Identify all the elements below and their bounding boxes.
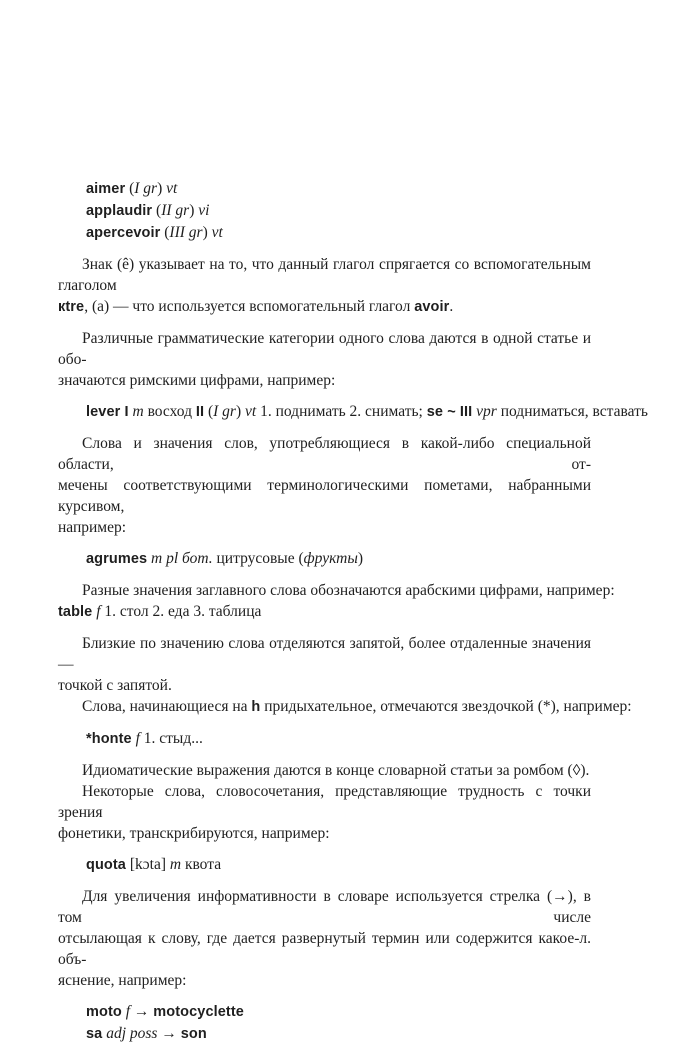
body-text: Разные значения заглавного слова обозначаются арабскими цифрами, например: bbox=[82, 582, 615, 599]
body-text: квота bbox=[181, 856, 222, 873]
grammar-label-italic: vt bbox=[166, 180, 178, 197]
grammar-label-italic: adj poss bbox=[106, 1025, 158, 1042]
headword-bold-text: moto bbox=[86, 1004, 122, 1020]
grammar-label-italic: I gr bbox=[134, 180, 158, 197]
text-line bbox=[58, 781, 591, 823]
dictionary-example-block bbox=[58, 728, 591, 750]
text-line bbox=[58, 675, 591, 696]
body-text: Знак (ê) указывает на то, что данный глагол спрягается со вспомогательным глаголом bbox=[58, 256, 591, 294]
text-line bbox=[58, 1001, 591, 1023]
headword-bold-text: se ~ III bbox=[426, 404, 473, 420]
headword-bold-text: table bbox=[58, 604, 93, 620]
text-line bbox=[58, 580, 615, 601]
body-text: ( bbox=[204, 403, 214, 420]
dictionary-example-block bbox=[58, 854, 591, 876]
text-line bbox=[58, 370, 591, 391]
grammar-label-italic: m bbox=[169, 856, 182, 873]
paragraph-block bbox=[58, 433, 591, 538]
grammar-label-italic: III gr bbox=[169, 224, 203, 241]
headword-bold-text: son bbox=[180, 1026, 207, 1042]
headword-bold-text: h bbox=[251, 699, 261, 715]
text-line bbox=[58, 823, 591, 844]
text-line bbox=[58, 178, 591, 200]
text-line bbox=[58, 222, 591, 244]
body-text: яснение, например: bbox=[58, 972, 187, 989]
headword-bold-text: motocyclette bbox=[153, 1004, 244, 1020]
body-text: значаются римскими цифрами, например: bbox=[58, 372, 336, 389]
body-text: 1. стол 2. еда 3. таблица bbox=[100, 603, 262, 620]
grammar-label-italic: фрукты bbox=[303, 550, 358, 567]
body-text: точкой с запятой. bbox=[58, 677, 172, 694]
paragraph-block bbox=[58, 633, 632, 718]
text-line bbox=[58, 854, 591, 876]
dictionary-example-block bbox=[58, 548, 591, 570]
grammar-label-italic: vpr bbox=[476, 403, 497, 420]
body-text: Близкие по значению слова отделяются запятой, более отдаленные значения — bbox=[58, 635, 591, 673]
body-text: Идиоматические выражения даются в конце словарной статьи за ромбом (◊). bbox=[82, 762, 590, 779]
text-line bbox=[58, 475, 591, 517]
text-line bbox=[58, 401, 648, 423]
body-text: фонетики, транскрибируются, например: bbox=[58, 825, 330, 842]
body-text: ) bbox=[357, 550, 363, 567]
grammar-label-italic: f bbox=[135, 730, 140, 747]
grammar-label-italic: I gr bbox=[213, 403, 236, 420]
text-line bbox=[58, 1023, 591, 1045]
body-text: ) bbox=[189, 202, 199, 219]
body-text: . bbox=[449, 298, 454, 315]
body-text: 1. стыд... bbox=[139, 730, 203, 747]
grammar-label-italic: vt bbox=[245, 403, 257, 420]
body-text: подниматься, вставать bbox=[496, 403, 648, 420]
headword-bold-text: кtre bbox=[58, 299, 85, 315]
headword-bold-text: avoir bbox=[414, 299, 450, 315]
headword-bold-text: II bbox=[195, 404, 205, 420]
text-line bbox=[58, 254, 591, 296]
body-text: [kɔta] bbox=[125, 856, 170, 873]
body-text: → bbox=[130, 1003, 154, 1020]
text-line bbox=[58, 696, 632, 718]
headword-bold-text: agrumes bbox=[86, 551, 148, 567]
body-text: Для увеличения информативности в словаре используется стрелка (→), в том числе bbox=[58, 888, 591, 926]
text-line bbox=[58, 728, 591, 750]
text-line bbox=[58, 328, 591, 370]
grammar-label-italic: f bbox=[125, 1003, 131, 1020]
dictionary-example-block bbox=[58, 178, 591, 244]
dictionary-example-block bbox=[58, 1001, 591, 1045]
text-line bbox=[58, 928, 591, 970]
headword-bold-text: aimer bbox=[86, 181, 126, 197]
grammar-label-italic: m pl бот. bbox=[151, 550, 213, 567]
body-text: ) bbox=[202, 224, 212, 241]
text-line bbox=[58, 200, 591, 222]
body-text: Слова, начинающиеся на bbox=[82, 698, 252, 715]
text-line bbox=[58, 760, 591, 781]
headword-bold-text: lever I bbox=[86, 404, 129, 420]
body-text: Некоторые слова, словосочетания, представляющие трудность с точки зрения bbox=[58, 783, 591, 821]
text-line bbox=[58, 296, 591, 318]
body-text: придыхательное, отмечаются звездочкой (*), например: bbox=[260, 698, 632, 715]
paragraph-block bbox=[58, 760, 591, 844]
paragraph-block bbox=[58, 254, 591, 318]
body-text: мечены соответствующими терминологическими пометами, набранными курсивом, bbox=[58, 477, 591, 515]
body-text: ( bbox=[160, 224, 170, 241]
headword-bold-text: sa bbox=[86, 1026, 103, 1042]
body-text: , (а) — что используется вспомогательный глагол bbox=[84, 298, 415, 315]
body-text: Различные грамматические категории одного слова даются в одной статье и обо- bbox=[58, 330, 591, 368]
text-line bbox=[58, 433, 591, 475]
paragraph-block bbox=[58, 886, 591, 991]
body-text: → bbox=[157, 1025, 181, 1042]
body-text: ( bbox=[152, 202, 162, 219]
body-text: ) bbox=[157, 180, 167, 197]
grammar-label-italic: f bbox=[96, 603, 101, 620]
paragraph-block bbox=[58, 328, 591, 391]
text-line bbox=[58, 601, 591, 623]
headword-bold-text: apercevoir bbox=[86, 225, 161, 241]
body-text: Слова и значения слов, употребляющиеся в какой-либо специальной области, от- bbox=[58, 435, 591, 473]
grammar-label-italic: vi bbox=[198, 202, 210, 219]
dictionary-example-block bbox=[58, 401, 648, 423]
body-text: например: bbox=[58, 519, 127, 536]
text-line bbox=[58, 886, 591, 928]
grammar-label-italic: vt bbox=[211, 224, 223, 241]
text-line bbox=[58, 548, 591, 570]
headword-bold-text: applaudir bbox=[86, 203, 153, 219]
body-text: 1. поднимать 2. снимать; bbox=[256, 403, 427, 420]
headword-bold-text: *honte bbox=[86, 731, 132, 747]
body-text: отсылающая к слову, где дается развернутый термин или содержится какое-л. объ- bbox=[58, 930, 591, 968]
text-line bbox=[58, 970, 591, 991]
body-text: ) bbox=[235, 403, 246, 420]
paragraph-block bbox=[58, 580, 615, 623]
body-text: цитрусовые ( bbox=[212, 550, 304, 567]
grammar-label-italic: m bbox=[132, 403, 144, 420]
body-text: восход bbox=[143, 403, 196, 420]
text-line bbox=[58, 633, 591, 675]
grammar-label-italic: II gr bbox=[161, 202, 190, 219]
text-line bbox=[58, 517, 591, 538]
headword-bold-text: quota bbox=[86, 857, 126, 873]
body-text: ( bbox=[125, 180, 135, 197]
